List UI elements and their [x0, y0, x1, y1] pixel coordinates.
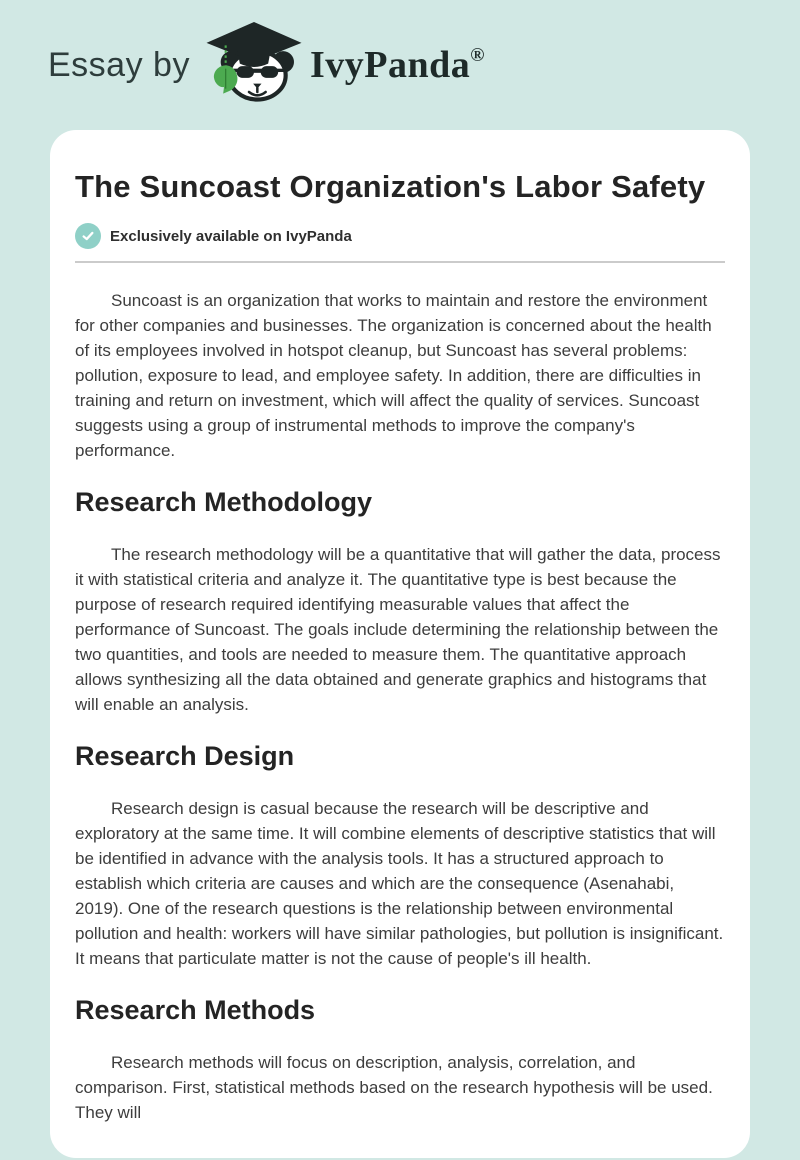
- registered-trademark: ®: [470, 45, 485, 66]
- research-design-paragraph: Research design is casual because the research will be descriptive and exploratory at the same time. It will combine elements of descriptive statistics that will be identified in advance with the analysis tools. It has a structured approach to establish which criteria are causes and which are the consequence (Asenahabi, 2019). One of the research questions is the relationship between environmental pollution and health: workers will have similar pathologies, but pollution is insignificant. It means that particulate matter is not the cause of people's ill health.: [75, 799, 724, 968]
- ivypanda-panda-logo-icon: [204, 19, 304, 105]
- exclusive-badge-label: Exclusively available on IvyPanda: [110, 227, 352, 245]
- essay-card: [50, 130, 750, 1158]
- research-methods-paragraph: Research methods will focus on description, analysis, correlation, and comparison. First, statistical methods based on the research hypothesis will be used. They will: [75, 1053, 713, 1122]
- brand-name: IvyPanda: [309, 44, 471, 86]
- essay-by-label: Essay by: [48, 45, 190, 84]
- site-header: [0, 0, 800, 130]
- divider: [75, 261, 725, 263]
- essay-title: The Suncoast Organization's Labor Safety: [75, 169, 706, 204]
- exclusive-badge: [75, 223, 725, 249]
- section-heading-research-methods: Research Methods: [75, 995, 316, 1025]
- intro-paragraph: Suncoast is an organization that works to maintain and restore the environment for other companies and businesses. The organization is concerned about the health of its employees involved in hotspot cleanup, but Suncoast has several problems: pollution, exposure to lead, and employee safety. In addition, there are difficulties in training and return on investment, which will affect the quality of services. Suncoast suggests using a group of instrumental methods to improve the company's performance.: [75, 291, 712, 460]
- research-methodology-paragraph: The research methodology will be a quantitative that will gather the data, process it with statistical criteria and analyze it. The quantitative type is best because the purpose of research required identifying measurable values that affect the performance of Suncoast. The goals include determining the relationship between the two quantities, and tools are needed to measure them. The quantitative approach allows synthesizing all the data obtained and generate graphics and histograms that will enable an analysis.: [75, 545, 721, 714]
- section-heading-research-methodology: Research Methodology: [75, 487, 373, 517]
- checkmark-icon: [75, 223, 101, 249]
- section-heading-research-design: Research Design: [75, 741, 295, 771]
- brand-wordmark: [310, 43, 484, 87]
